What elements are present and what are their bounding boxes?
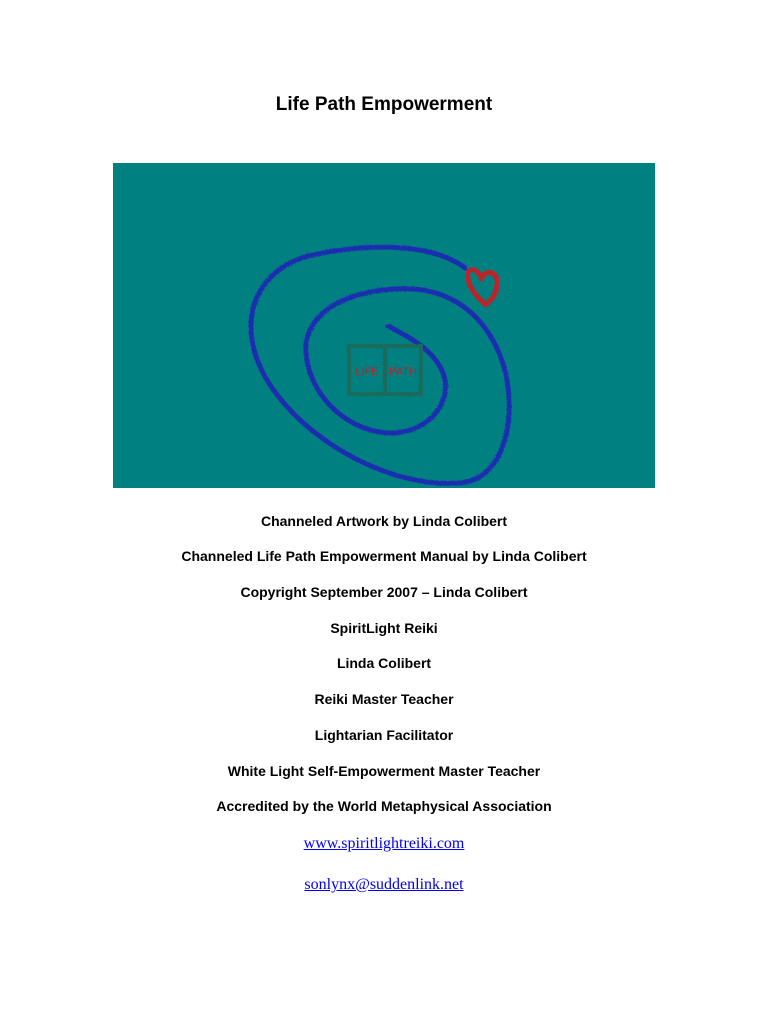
life-path-box: [349, 346, 421, 394]
credit-author-name: Linda Colibert: [336, 655, 432, 671]
credit-accreditation: Accredited by the World Metaphysical Association: [216, 798, 552, 814]
website-link[interactable]: www.spiritlightreiki.com: [303, 835, 465, 852]
website-link-row: [0, 834, 768, 854]
credit-reiki-title: Reiki Master Teacher: [314, 691, 454, 707]
credit-manual: Channeled Life Path Empowerment Manual by Linda Colibert: [181, 548, 587, 564]
email-link[interactable]: sonlynx@suddenlink.net: [304, 876, 464, 893]
credit-white-light-title: White Light Self-Empowerment Master Teacher: [227, 763, 541, 779]
credit-artwork: Channeled Artwork by Linda Colibert: [260, 513, 508, 529]
life-path-artwork: [113, 163, 655, 488]
artwork-drawing: [113, 163, 655, 488]
credit-lightarian-title: Lightarian Facilitator: [314, 727, 454, 743]
email-link-row: [0, 875, 768, 895]
credit-business-name: SpiritLight Reiki: [330, 620, 438, 636]
credit-copyright: Copyright September 2007 – Linda Colibert: [240, 584, 528, 600]
box-text-path: PATH: [389, 366, 417, 378]
box-text-life: LIFE: [355, 366, 379, 378]
document-title: Life Path Empowerment: [275, 94, 493, 115]
heart-icon: [468, 270, 497, 305]
